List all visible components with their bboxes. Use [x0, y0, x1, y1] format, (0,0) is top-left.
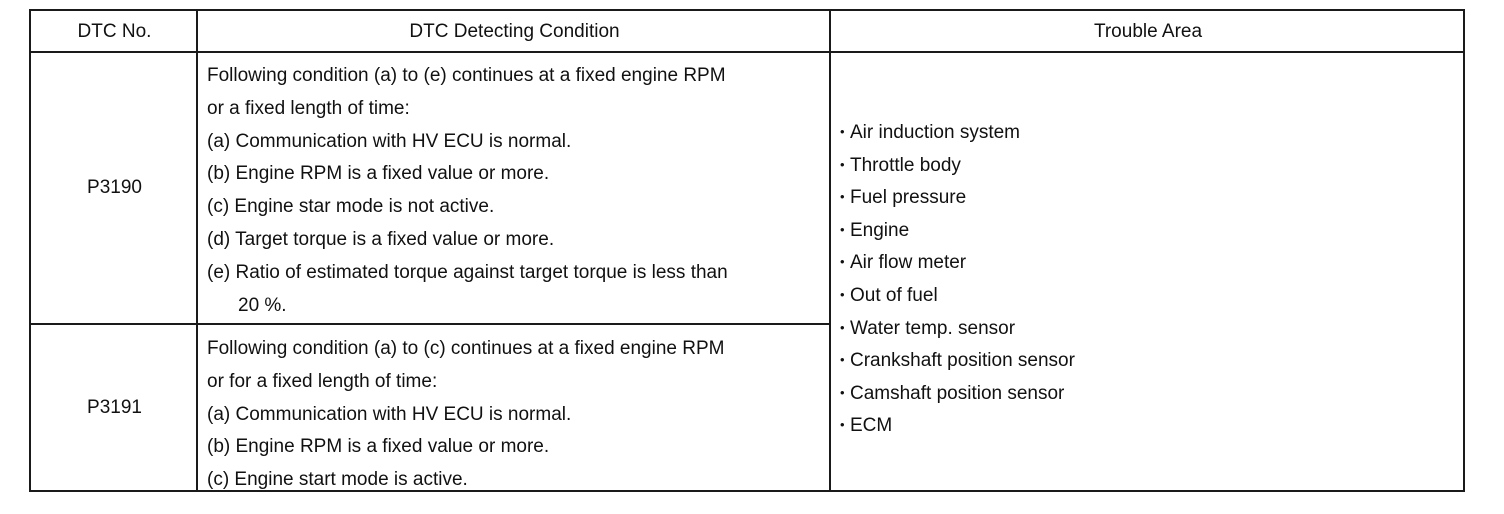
condition-line: (b) Engine RPM is a fixed value or more. [207, 436, 550, 458]
condition-line: (c) Engine star mode is not active. [207, 196, 495, 218]
trouble-area-item: • Air induction system [840, 116, 1440, 149]
bullet-icon: • [840, 384, 845, 400]
condition-line: (a) Communication with HV ECU is normal. [207, 130, 572, 152]
condition-line: or a fixed length of time: [207, 97, 410, 119]
header-dtc-no: DTC No. [77, 20, 152, 42]
detecting-condition-p3190 [207, 60, 827, 322]
bullet-icon: • [840, 189, 845, 205]
header-detecting-condition: DTC Detecting Condition [409, 20, 620, 42]
column-divider-2 [829, 11, 831, 490]
condition-line: (b) Engine RPM is a fixed value or more. [207, 163, 550, 185]
condition-line: (d) Target torque is a fixed value or more. [207, 228, 555, 250]
trouble-area-item: • Air flow meter [840, 246, 1440, 279]
condition-line: or for a fixed length of time: [207, 370, 438, 392]
detecting-condition-p3191 [207, 333, 827, 497]
condition-line: 20 %. [238, 294, 287, 316]
trouble-area-item: • ECM [840, 409, 1440, 442]
dtc-table [29, 9, 1465, 492]
trouble-area-item: • Engine [840, 214, 1440, 247]
trouble-area-item: • Out of fuel [840, 279, 1440, 312]
condition-line: Following condition (a) to (c) continues at a fixed engine RPM [207, 338, 725, 359]
trouble-area-item: • Water temp. sensor [840, 312, 1440, 345]
trouble-area-item: • Throttle body [840, 149, 1440, 182]
bullet-icon: • [840, 156, 845, 172]
header-trouble-area: Trouble Area [1093, 20, 1203, 42]
condition-line: (e) Ratio of estimated torque against target torque is less than [207, 261, 728, 283]
condition-line: (a) Communication with HV ECU is normal. [207, 403, 572, 425]
trouble-area-item: • Crankshaft position sensor [840, 344, 1440, 377]
dtc-code-p3191: P3191 [87, 396, 142, 418]
trouble-area-item: • Fuel pressure [840, 181, 1440, 214]
bullet-icon: • [840, 319, 845, 335]
condition-line: (c) Engine start mode is active. [207, 469, 468, 491]
bullet-icon: • [840, 286, 845, 302]
bullet-icon: • [840, 124, 845, 139]
trouble-area-item: • Camshaft position sensor [840, 377, 1440, 410]
header-divider [31, 51, 1463, 53]
dtc-code-p3190: P3190 [87, 177, 142, 198]
condition-line: Following condition (a) to (e) continues at a fixed engine RPM [207, 65, 726, 86]
bullet-icon: • [840, 254, 845, 270]
bullet-icon: • [840, 352, 845, 368]
bullet-icon: • [840, 417, 845, 433]
trouble-area-list [840, 116, 1440, 442]
bullet-icon: • [840, 221, 845, 237]
